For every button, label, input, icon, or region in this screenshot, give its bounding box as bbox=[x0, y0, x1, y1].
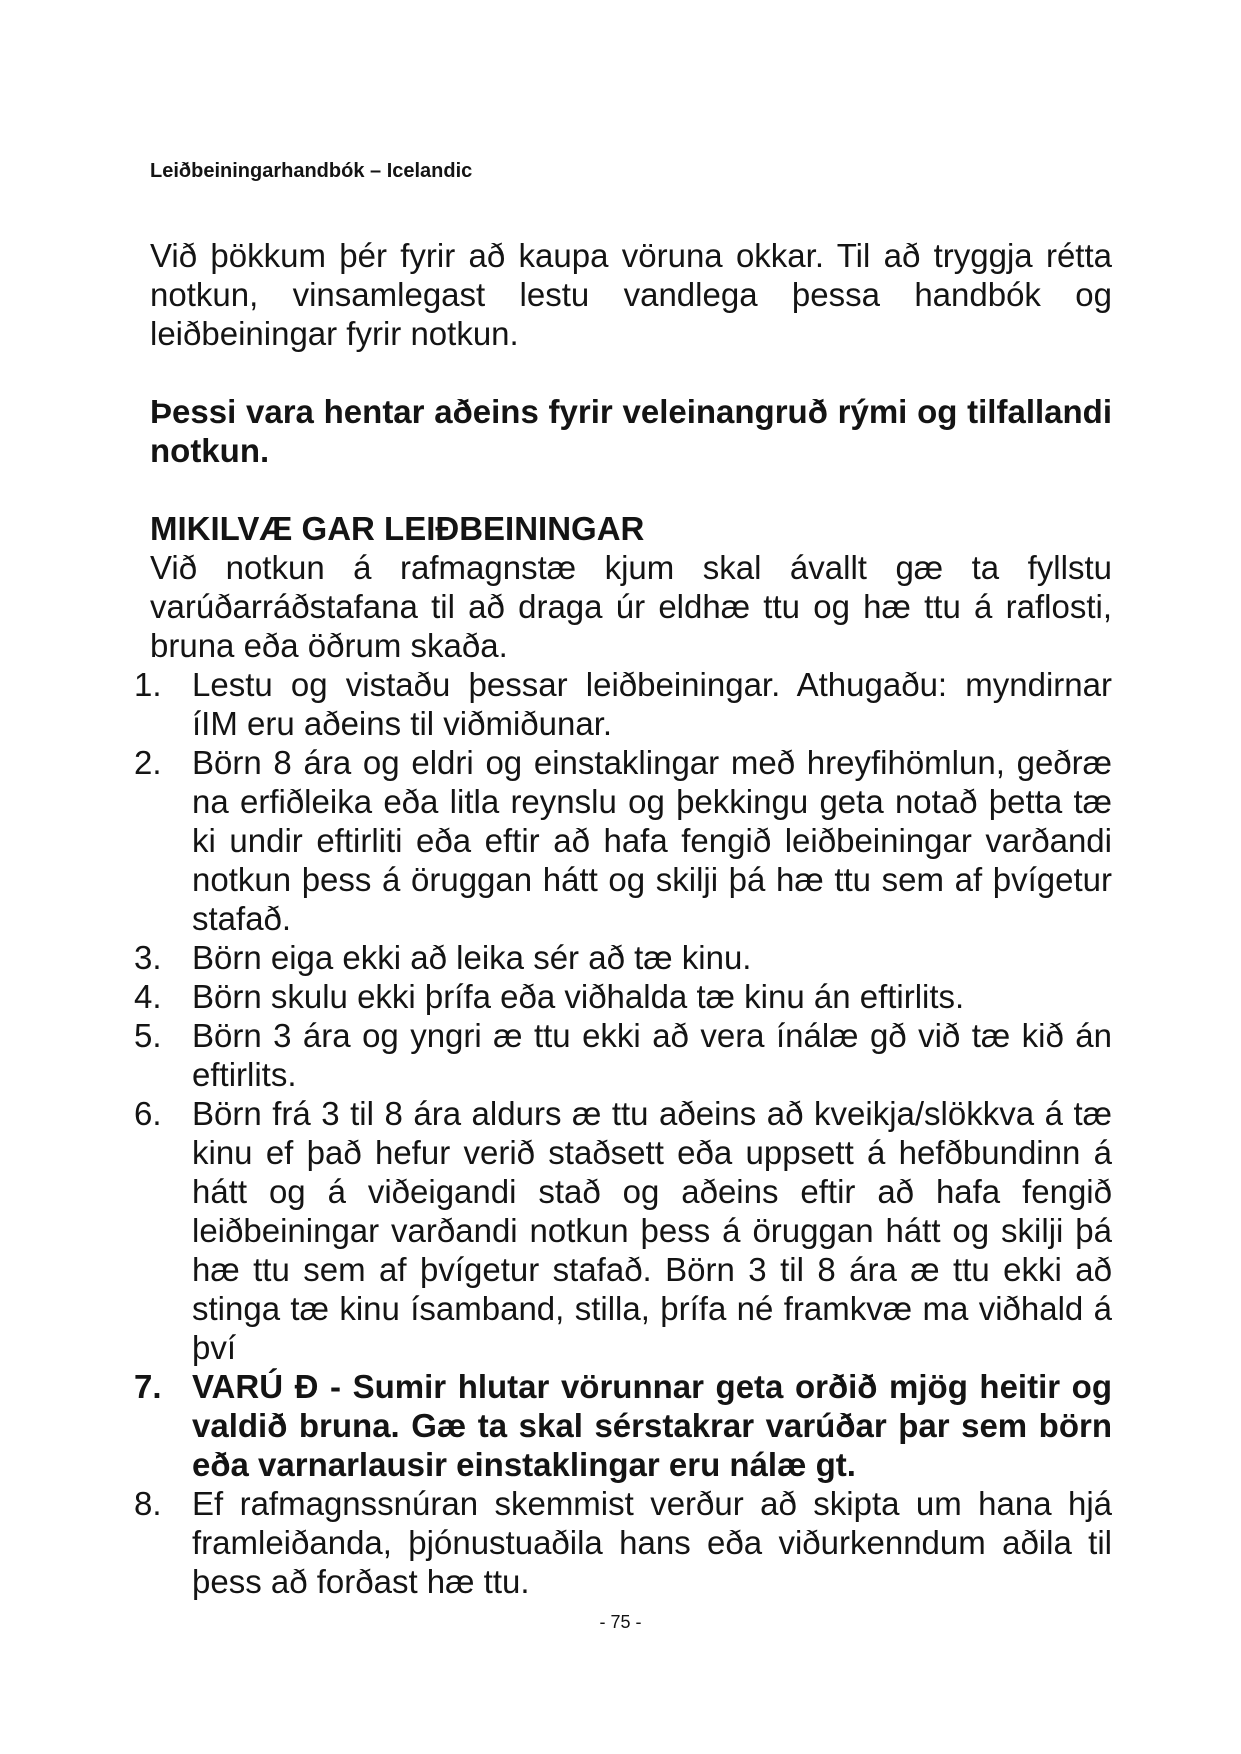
section-lead: Við notkun á rafmagnstæ kjum skal ávallt gæ ta fyllstu varúðarráðstafana til að draga úr eldhæ ttu og hæ ttu á raflosti, bruna eða öðrum skaða. bbox=[150, 549, 1112, 664]
item-number: 7. bbox=[134, 1368, 162, 1405]
item-text: Ef rafmagnssnúran skemmist verður að skipta um hana hjá framleiðanda, þjónustuaðila hans eða viðurkenndum aðila til þess að forðast hæ ttu. bbox=[192, 1485, 1112, 1600]
item-text: Börn 8 ára og eldri og einstaklingar með hreyfihömlun, geðræ na erfiðleika eða litla reynslu og þekkingu geta notað þetta tæ ki undir eftirliti eða eftir að hafa fengið leiðbeiningar varðandi notkun þess á öruggan hátt og skilji þá hæ ttu sem af þvígetur stafað. bbox=[192, 744, 1112, 937]
item-number: 4. bbox=[134, 978, 162, 1015]
page-content bbox=[134, 236, 1112, 1601]
item-number: 6. bbox=[134, 1095, 162, 1132]
list-item bbox=[134, 1484, 1112, 1601]
list-item bbox=[134, 1016, 1112, 1094]
usage-notice: Þessi vara hentar aðeins fyrir veleinangruð rými og tilfallandi notkun. bbox=[150, 393, 1112, 469]
item-text: Börn 3 ára og yngri æ ttu ekki að vera ínálæ gð við tæ kið án eftirlits. bbox=[192, 1017, 1112, 1093]
item-text: VARÚ Ð - Sumir hlutar vörunnar geta orðið mjög heitir og valdið bruna. Gæ ta skal sérstakrar varúðar þar sem börn eða varnarlausir einstaklingar eru nálæ gt. bbox=[192, 1368, 1112, 1483]
section-title: MIKILVÆ GAR LEIÐBEININGAR bbox=[150, 510, 645, 547]
item-text: Lestu og vistaðu þessar leiðbeiningar. Athugaðu: myndirnar íIM eru aðeins til viðmiðunar. bbox=[192, 666, 1112, 742]
instructions-list bbox=[134, 665, 1112, 1601]
item-number: 3. bbox=[134, 939, 162, 976]
item-text: Börn eiga ekki að leika sér að tæ kinu. bbox=[192, 939, 752, 976]
item-text: Börn frá 3 til 8 ára aldurs æ ttu aðeins að kveikja/slökkva á tæ kinu ef það hefur verið staðsett eða uppsett á hefðbundinn á hátt og á viðeigandi stað og aðeins eftir að hafa fengið leiðbeiningar varðandi notkun þess á öruggan hátt og skilji þá hæ ttu sem af þvígetur stafað. Börn 3 til 8 ára æ ttu ekki að stinga tæ kinu ísamband, stilla, þrífa né framkvæ ma viðhald á því bbox=[192, 1095, 1112, 1366]
item-number: 1. bbox=[134, 666, 162, 703]
item-number: 5. bbox=[134, 1017, 162, 1054]
list-item bbox=[134, 1094, 1112, 1367]
intro-paragraph: Við þökkum þér fyrir að kaupa vöruna okkar. Til að tryggja rétta notkun, vinsamlegast lestu vandlega þessa handbók og leiðbeiningar fyrir notkun. bbox=[150, 237, 1112, 352]
item-text: Börn skulu ekki þrífa eða viðhalda tæ kinu án eftirlits. bbox=[192, 978, 965, 1015]
item-number: 8. bbox=[134, 1485, 162, 1522]
list-item bbox=[134, 977, 1112, 1016]
page-header-title: Leiðbeiningarhandbók – Icelandic bbox=[150, 160, 473, 182]
warning-list-item bbox=[134, 1367, 1112, 1484]
list-item bbox=[134, 743, 1112, 938]
list-item bbox=[134, 938, 1112, 977]
item-number: 2. bbox=[134, 744, 162, 781]
page-number: - 75 - bbox=[599, 1612, 642, 1632]
list-item bbox=[134, 665, 1112, 743]
